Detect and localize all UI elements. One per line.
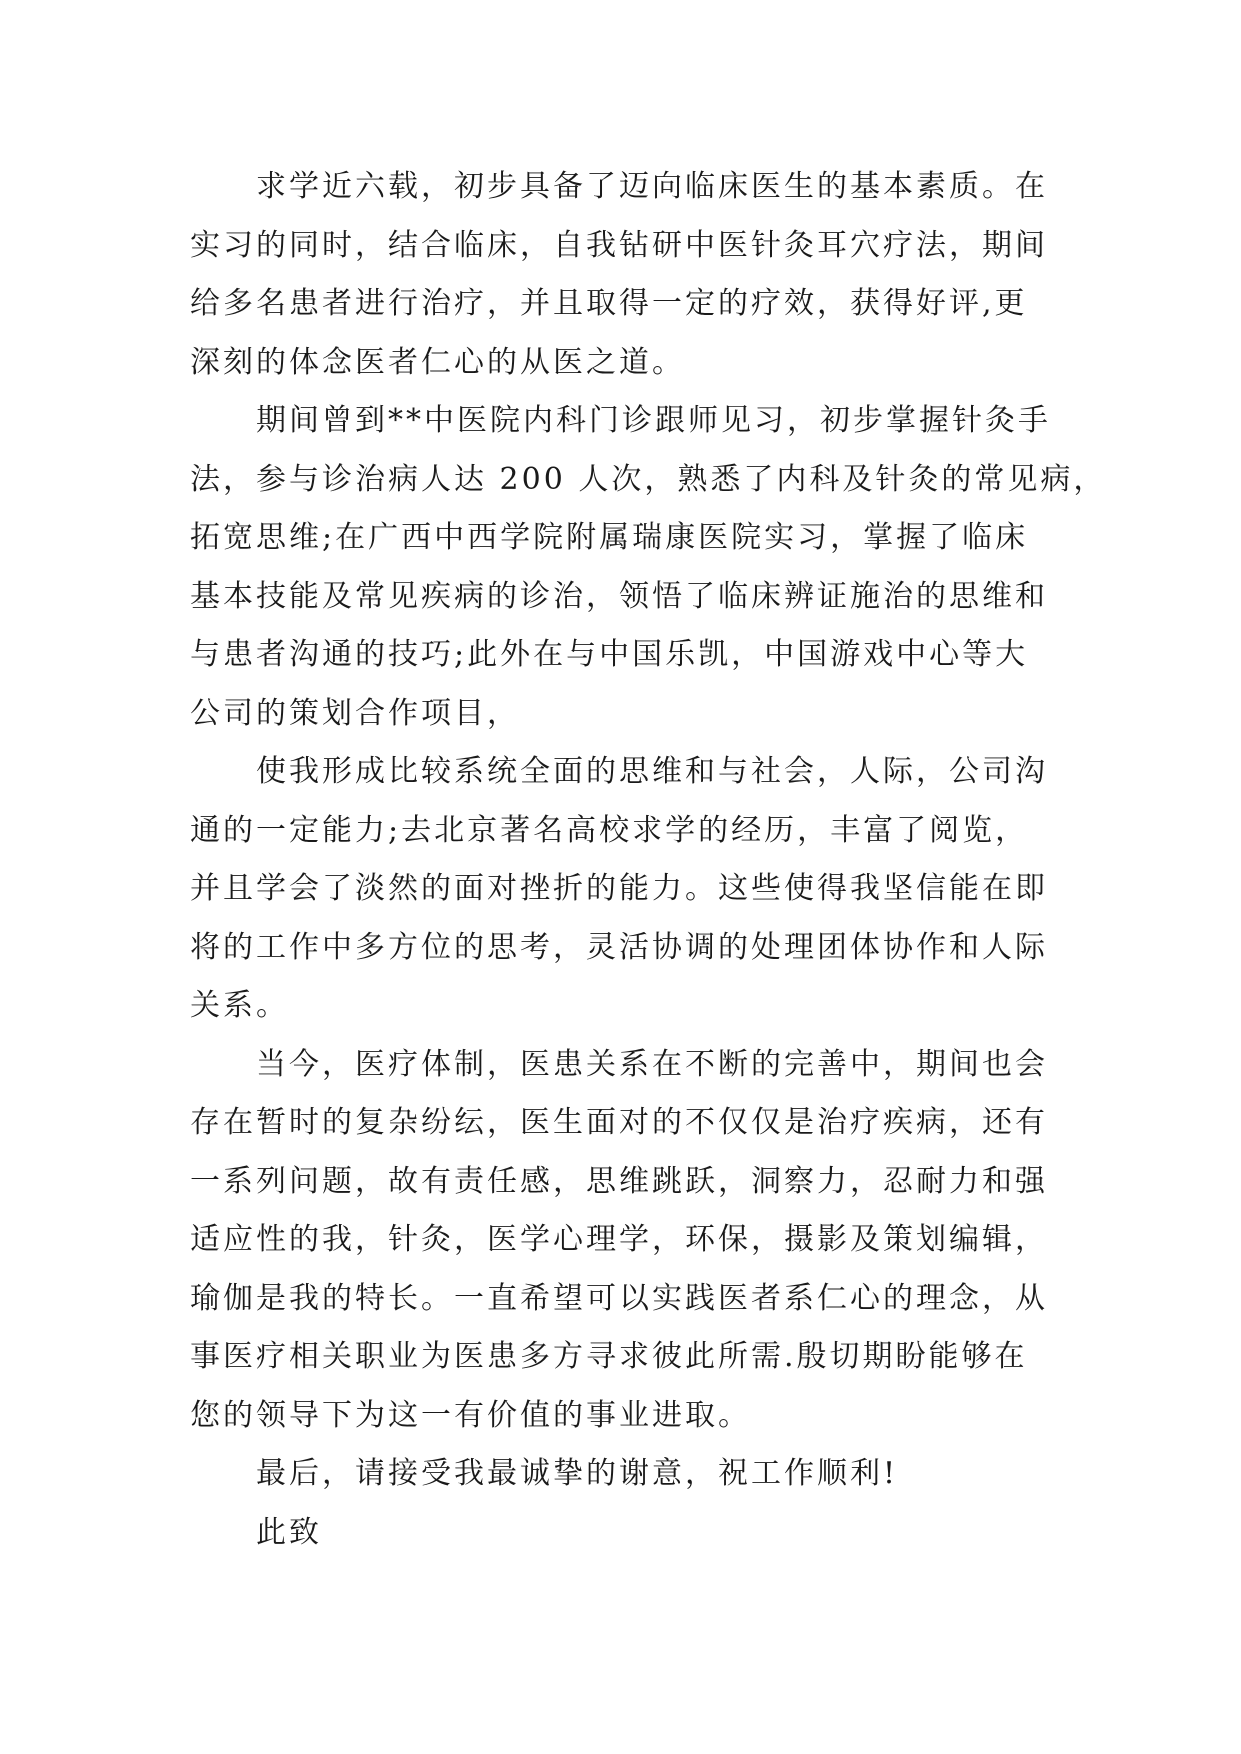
text-line: 求学近六载，初步具备了迈向临床医生的基本素质。在: [256, 169, 1048, 204]
text-line: 给多名患者进行治疗，并且取得一定的疗效，获得好评,更: [190, 286, 1028, 321]
text-line: 深刻的体念医者仁心的从医之道。: [190, 344, 685, 380]
text-line: 公司的策划合作项目，: [190, 695, 520, 731]
paragraph-internship: [190, 392, 1107, 743]
text-line: 一系列问题，故有责任感，思维跳跃，洞察力，忍耐力和强: [190, 1163, 1048, 1199]
text-line: 您的领导下为这一有价值的事业进取。: [190, 1397, 751, 1433]
text-line: 与患者沟通的技巧;此外在与中国乐凯，中国游戏中心等大: [190, 637, 1029, 672]
text-line: 将的工作中多方位的思考，灵活协调的处理团体协作和人际: [190, 929, 1048, 965]
text-line: 关系。: [190, 988, 289, 1023]
text-line: 并且学会了淡然的面对挫折的能力。这些使得我坚信能在即: [190, 871, 1048, 906]
text-line: 适应性的我，针灸，医学心理学，环保，摄影及策划编辑，: [190, 1222, 1048, 1257]
text-line: 法，参与诊治病人达 200 人次，熟悉了内科及针灸的常见病，: [190, 461, 1107, 497]
text-line: 当今，医疗体制，医患关系在不断的完善中，期间也会: [256, 1046, 1048, 1082]
text-line: 此致: [256, 1514, 322, 1550]
text-line: 事医疗相关职业为医患多方寻求彼此所需.殷切期盼能够在: [190, 1339, 1028, 1374]
text-line: 使我形成比较系统全面的思维和与社会，人际，公司沟: [256, 754, 1048, 789]
text-line: 基本技能及常见疾病的诊治，领悟了临床辨证施治的思维和: [190, 578, 1048, 614]
text-line: 最后，请接受我最诚挚的谢意，祝工作顺利!: [256, 1456, 899, 1491]
text-line: 瑜伽是我的特长。一直希望可以实践医者系仁心的理念，从: [190, 1280, 1048, 1316]
paragraph-study-experience: [190, 158, 1050, 392]
text-line: 实习的同时，结合临床，自我钻研中医针灸耳穴疗法，期间: [190, 227, 1048, 263]
text-line: 通的一定能力;去北京著名高校求学的经历，丰富了阅览，: [190, 812, 1029, 848]
paragraph-salutation: [190, 1504, 1050, 1563]
paragraph-aspirations: [190, 1036, 1050, 1446]
text-line: 存在暂时的复杂纷纭，医生面对的不仅仅是治疗疾病，还有: [190, 1105, 1048, 1140]
paragraph-closing-thanks: [190, 1445, 1050, 1504]
paragraph-abilities: [190, 743, 1050, 1036]
text-line: 期间曾到**中医院内科门诊跟师见习，初步掌握针灸手: [256, 403, 1051, 438]
letter-body: [190, 158, 1107, 1562]
text-line: 拓宽思维;在广西中西学院附属瑞康医院实习，掌握了临床: [190, 520, 1029, 555]
